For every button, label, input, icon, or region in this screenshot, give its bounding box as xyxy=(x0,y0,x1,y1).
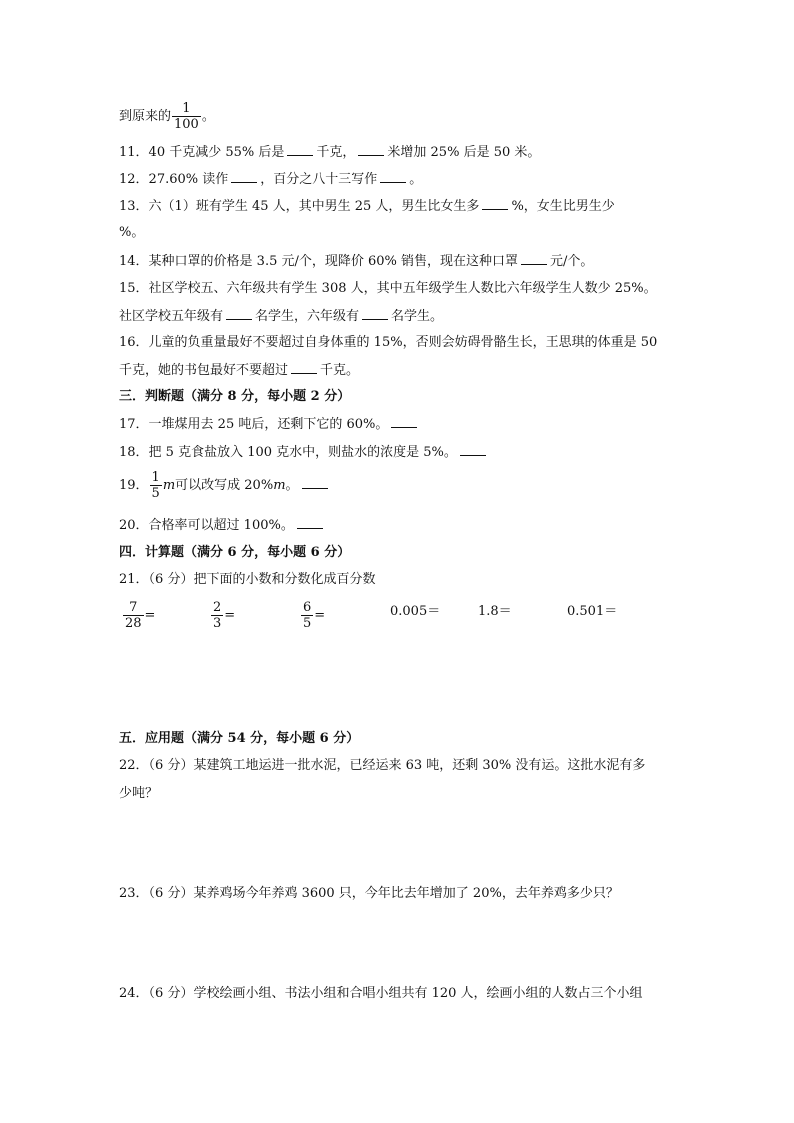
answer-blank[interactable] xyxy=(380,170,406,183)
question-16: 16．儿童的负重量最好不要超过自身体重的 15%，否则会妨碍骨骼生长，王思琪的体重是 50 xyxy=(119,335,658,350)
calc-item-6-5: $\frac{6}{5}$ = xyxy=(303,600,326,631)
question-13-cont: %。 xyxy=(119,225,145,240)
section-3-heading: 三．判断题（满分 8 分，每小题 2 分） xyxy=(119,389,351,404)
answer-blank[interactable] xyxy=(460,443,486,456)
fraction-1-5: $\frac{1}{5}$ xyxy=(151,470,160,501)
q10-tail: 到原来的 $\frac{1}{100}$ 。 xyxy=(119,101,215,132)
answer-blank[interactable] xyxy=(391,415,417,428)
calc-item-0.005: 0.005＝ xyxy=(390,604,441,619)
question-23: 23．（6 分）某养鸡场今年养鸡 3600 只，今年比去年增加了 20%，去年养鸡多少只？ xyxy=(119,886,619,901)
fraction-1-100: $\frac{1}{100}$ xyxy=(174,101,199,132)
calc-item-2-3: $\frac{2}{3}$ = xyxy=(213,600,236,631)
answer-blank[interactable] xyxy=(362,307,388,320)
question-22-cont: 少吨？ xyxy=(119,786,159,801)
question-22: 22．（6 分）某建筑工地运进一批水泥，已经运来 63 吨，还剩 30% 没有运。这批水泥有多 xyxy=(119,758,646,773)
section-5-heading: 五．应用题（满分 54 分，每小题 6 分） xyxy=(119,731,360,746)
question-11: 11．40 千克减少 55% 后是 千克， 米增加 25% 后是 50 米。 xyxy=(119,145,541,160)
question-15-cont: 社区学校五年级有 名学生，六年级有 名学生。 xyxy=(119,309,444,324)
question-18: 18．把 5 克食盐放入 100 克水中，则盐水的浓度是 5%。 xyxy=(119,443,489,462)
answer-blank[interactable] xyxy=(358,143,384,156)
question-24: 24．（6 分）学校绘画小组、书法小组和合唱小组共有 120 人，绘画小组的人数占三个小组 xyxy=(119,986,643,1001)
answer-blank[interactable] xyxy=(302,476,328,489)
question-16-cont: 千克，她的书包最好不要超过 千克。 xyxy=(119,363,360,378)
answer-blank[interactable] xyxy=(287,143,313,156)
section-4-heading: 四．计算题（满分 6 分，每小题 6 分） xyxy=(119,545,351,560)
answer-blank[interactable] xyxy=(297,516,323,529)
question-15: 15．社区学校五、六年级共有学生 308 人，其中五年级学生人数比六年级学生人数少 25%。 xyxy=(119,281,657,296)
answer-blank[interactable] xyxy=(482,197,508,210)
question-17: 17．一堆煤用去 25 吨后，还剩下它的 60%。 xyxy=(119,415,420,434)
calc-item-7-28: $\frac{7}{28}$ = xyxy=(125,600,156,631)
question-12: 12．27.60% 读作 ，百分之八十三写作 。 xyxy=(119,172,423,187)
answer-blank[interactable] xyxy=(231,170,257,183)
question-21: 21．（6 分）把下面的小数和分数化成百分数 xyxy=(119,572,376,587)
question-13: 13．六（1）班有学生 45 人，其中男生 25 人，男生比女生多 %，女生比男生少 xyxy=(119,199,615,214)
question-19: 19． $\frac{1}{5}$ m可以改写成 20%m。 xyxy=(119,470,331,501)
calc-item-0.501: 0.501＝ xyxy=(567,604,618,619)
answer-blank[interactable] xyxy=(226,307,252,320)
question-14: 14．某种口罩的价格是 3.5 元/个，现降价 60% 销售，现在这种口罩 元/个。 xyxy=(119,254,594,269)
answer-blank[interactable] xyxy=(291,361,317,374)
answer-blank[interactable] xyxy=(521,252,547,265)
calc-item-1.8: 1.8＝ xyxy=(478,604,512,619)
question-20: 20．合格率可以超过 100%。 xyxy=(119,516,326,535)
